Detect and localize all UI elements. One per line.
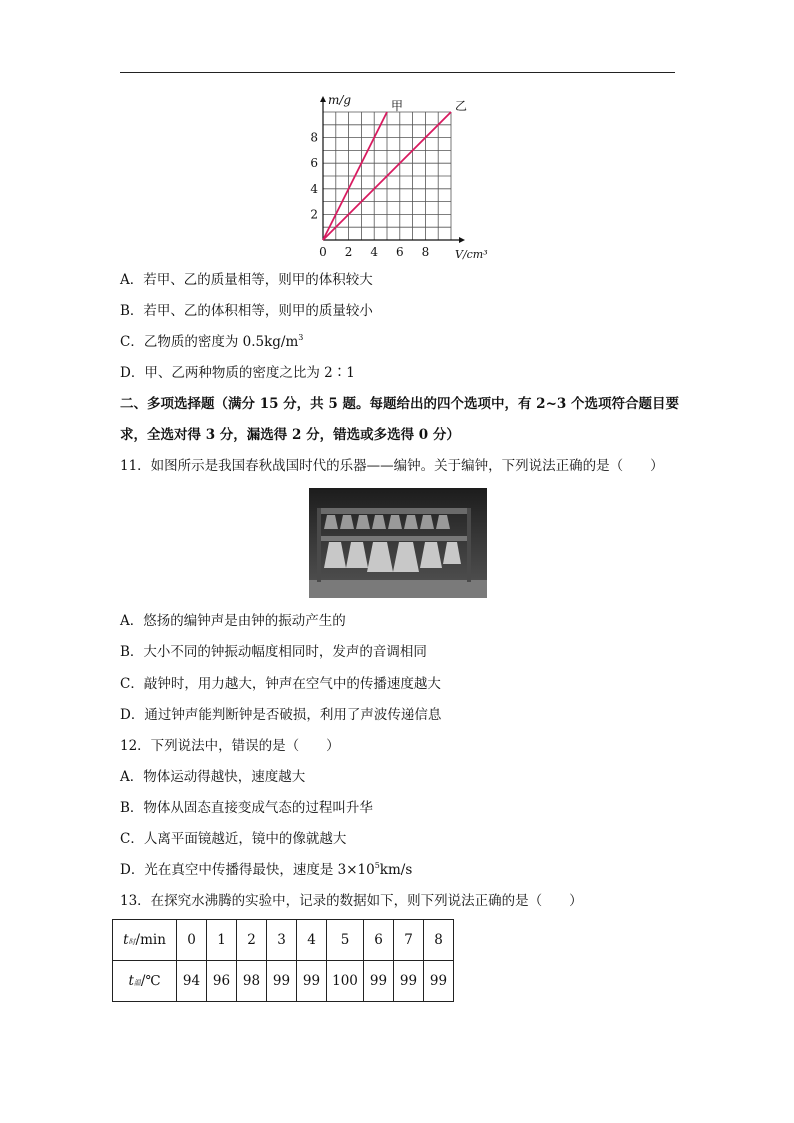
row-label-temp: t温/℃ — [113, 961, 177, 1002]
boiling-data-table — [112, 919, 454, 1002]
table-row-temp — [113, 961, 454, 1002]
mass-volume-graph — [300, 92, 500, 262]
table-row-time — [113, 920, 454, 961]
q12-stem: 12．下列说法中，错误的是（ ） — [120, 738, 340, 754]
q11-option-a: A．悠扬的编钟声是由钟的振动产生的 — [120, 613, 346, 629]
series-label: 乙 — [455, 99, 468, 113]
y-tick-label: 8 — [310, 130, 318, 145]
temp-cell: 99 — [297, 961, 327, 1002]
x-axis-label: V/cm³ — [455, 248, 488, 261]
q10-option-a: A．若甲、乙的质量相等，则甲的体积较大 — [120, 272, 373, 288]
graph-lines — [323, 99, 467, 240]
time-cell: 8 — [424, 920, 454, 961]
temp-cell: 99 — [267, 961, 297, 1002]
row-label-time: t时/min — [113, 920, 177, 961]
q11-stem: 11．如图所示是我国春秋战国时代的乐器——编钟。关于编钟，下列说法正确的是（ ） — [120, 458, 664, 474]
x-tick-label: 6 — [395, 245, 404, 259]
time-cell: 1 — [207, 920, 237, 961]
temp-cell: 99 — [394, 961, 424, 1002]
graph-ticks — [310, 93, 487, 261]
temp-cell: 96 — [207, 961, 237, 1002]
temp-cell: 98 — [237, 961, 267, 1002]
y-axis-arrow — [320, 96, 326, 102]
time-cell: 6 — [364, 920, 394, 961]
q12-option-c: C．人离平面镜越近，镜中的像就越大 — [120, 831, 347, 847]
x-axis-arrow — [459, 237, 465, 243]
y-tick-label: 2 — [310, 207, 318, 222]
section-heading-line1: 二、多项选择题（满分 15 分，共 5 题。每题给出的四个选项中，有 2~3 个选项符合题目要 — [120, 396, 679, 412]
q12-option-d: D．光在真空中传播得最快，速度是 $3\times 10^5km/s$ — [120, 861, 413, 878]
time-cell: 2 — [237, 920, 267, 961]
temp-cell: 99 — [424, 961, 454, 1002]
x-tick-label: 2 — [344, 245, 353, 259]
y-axis-label: m/g — [328, 93, 352, 107]
q11-option-d: D．通过钟声能判断钟是否破损，利用了声波传递信息 — [120, 707, 442, 723]
time-cell: 3 — [267, 920, 297, 961]
y-tick-label: 6 — [310, 156, 318, 171]
bianzhong-photo — [309, 488, 487, 598]
q12-option-b: B．物体从固态直接变成气态的过程叫升华 — [120, 800, 373, 816]
time-cell: 4 — [297, 920, 327, 961]
y-tick-label: 4 — [310, 181, 318, 196]
x-tick-label: 8 — [421, 245, 430, 259]
q10-option-b: B．若甲、乙的体积相等，则甲的质量较小 — [120, 303, 373, 319]
temp-cell: 99 — [364, 961, 394, 1002]
time-cell: 7 — [394, 920, 424, 961]
section-heading-line2: 求，全选对得 3 分，漏选得 2 分，错选或多选得 0 分） — [120, 427, 460, 443]
q11-option-c: C．敲钟时，用力越大，钟声在空气中的传播速度越大 — [120, 676, 441, 692]
header-rule — [120, 72, 675, 73]
q10-option-c: C．乙物质的密度为 $0.5kg/m^3$ — [120, 333, 304, 350]
time-cell: 0 — [177, 920, 207, 961]
x-tick-label: 4 — [370, 245, 379, 259]
q12-option-a: A．物体运动得越快，速度越大 — [120, 769, 306, 785]
series-label: 甲 — [391, 99, 404, 113]
q11-option-b: B．大小不同的钟振动幅度相同时，发声的音调相同 — [120, 644, 427, 660]
temp-cell: 100 — [327, 961, 364, 1002]
x-tick-label: 0 — [319, 245, 327, 259]
q13-stem: 13．在探究水沸腾的实验中，记录的数据如下，则下列说法正确的是（ ） — [120, 893, 583, 909]
time-cell: 5 — [327, 920, 364, 961]
q10-option-d: D．甲、乙两种物质的密度之比为 2∶1 — [120, 365, 355, 381]
temp-cell: 94 — [177, 961, 207, 1002]
